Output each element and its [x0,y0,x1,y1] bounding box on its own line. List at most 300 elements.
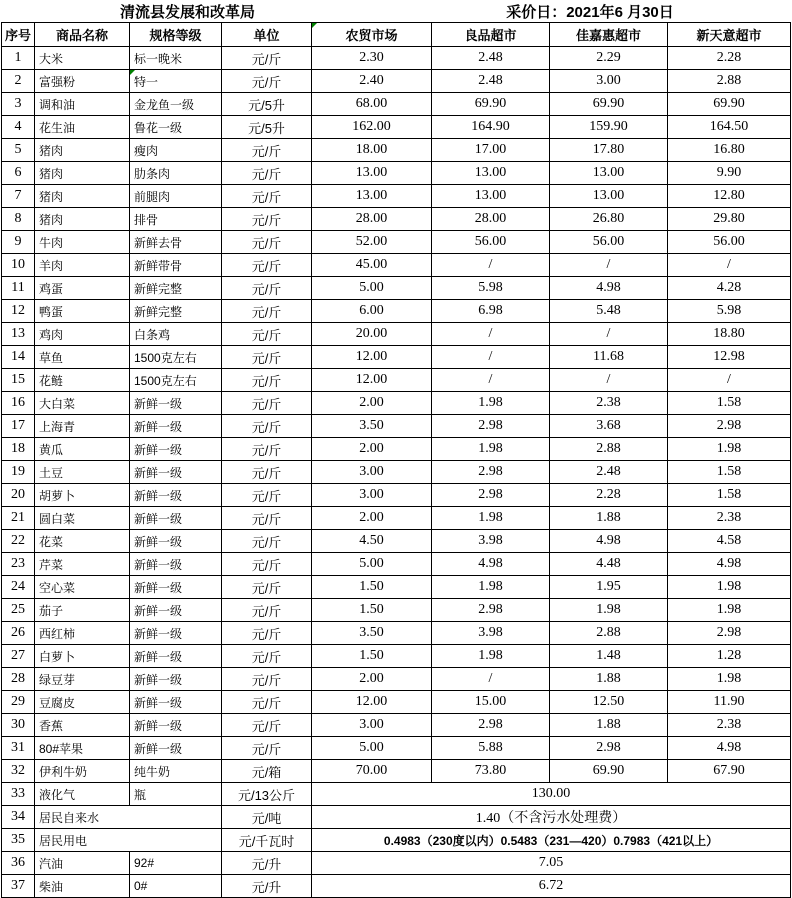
table-row [2,760,791,783]
product-name-cell: 牛肉 [35,231,130,254]
price-cell: 2.38 [550,392,668,415]
unit-cell: 元/斤 [222,254,312,277]
spec-cell: 新鲜一级 [130,576,222,599]
price-cell: 4.50 [312,530,432,553]
price-cell: 2.98 [668,622,791,645]
row-number-cell: 12 [2,300,35,323]
product-name-cell: 芹菜 [35,553,130,576]
price-cell: 1.98 [668,438,791,461]
spec-cell: 新鲜一级 [130,530,222,553]
spec-cell: 排骨 [130,208,222,231]
product-name-cell: 茄子 [35,599,130,622]
unit-cell: 元/千瓦时 [222,829,312,852]
price-cell: 4.98 [550,277,668,300]
price-cell: 2.98 [550,737,668,760]
column-header-label: 单位 [253,28,280,43]
unit-cell: 元/斤 [222,323,312,346]
column-header-label: 序号 [4,28,31,43]
spec-cell: 1500克左右 [130,346,222,369]
price-cell: 164.90 [432,116,550,139]
price-cell: 2.98 [432,599,550,622]
product-name-cell: 猪肉 [35,162,130,185]
price-cell: 68.00 [312,93,432,116]
price-cell: 5.48 [550,300,668,323]
price-cell: 1.98 [432,438,550,461]
price-cell: / [432,668,550,691]
price-cell: 4.48 [550,553,668,576]
unit-cell: 元/斤 [222,668,312,691]
row-number-cell: 6 [2,162,35,185]
price-cell: 1.50 [312,599,432,622]
row-number-cell: 36 [2,852,35,875]
table-row [2,346,791,369]
column-header-7 [668,23,791,47]
row-number-cell: 30 [2,714,35,737]
product-name-cell: 猪肉 [35,185,130,208]
price-cell: 45.00 [312,254,432,277]
price-cell: / [668,369,791,392]
spec-cell: 新鲜带骨 [130,254,222,277]
unit-cell: 元/斤 [222,415,312,438]
price-cell: 1.98 [668,576,791,599]
comment-marker-icon [130,70,135,75]
table-row [2,875,791,898]
table-row [2,806,791,829]
spec-cell: 前腿肉 [130,185,222,208]
spec-cell: 92# [130,852,222,875]
price-cell: / [432,369,550,392]
unit-cell: 元/吨 [222,806,312,829]
product-name-cell: 富强粉 [35,70,130,93]
table-row [2,668,791,691]
product-name-cell: 液化气 [35,783,130,806]
product-name-cell: 草鱼 [35,346,130,369]
price-cell: 15.00 [432,691,550,714]
product-name-cell: 豆腐皮 [35,691,130,714]
price-cell: 1.50 [312,645,432,668]
product-name-cell: 居民用电 [35,829,222,852]
price-cell: 2.98 [432,415,550,438]
table-row [2,254,791,277]
price-cell: 28.00 [312,208,432,231]
price-cell: 12.00 [312,369,432,392]
price-cell: 16.80 [668,139,791,162]
table-row [2,369,791,392]
price-cell: / [432,254,550,277]
column-header-label: 佳嘉惠超市 [575,28,641,43]
row-number-cell: 22 [2,530,35,553]
column-header-1 [35,23,130,47]
table-row [2,576,791,599]
price-cell: 13.00 [312,162,432,185]
price-cell: 69.90 [668,93,791,116]
column-header-3 [222,23,312,47]
spec-cell: 新鲜一级 [130,622,222,645]
price-cell: 2.48 [432,70,550,93]
column-header-label: 规格等级 [149,28,202,43]
row-number-cell: 18 [2,438,35,461]
unit-cell: 元/斤 [222,369,312,392]
product-name-cell: 汽油 [35,852,130,875]
table-row [2,507,791,530]
product-name-cell: 猪肉 [35,208,130,231]
table-row [2,829,791,852]
product-name-cell: 上海青 [35,415,130,438]
table-row [2,300,791,323]
unit-cell: 元/斤 [222,507,312,530]
price-cell: 13.00 [312,185,432,208]
row-number-cell: 25 [2,599,35,622]
unit-cell: 元/斤 [222,346,312,369]
spec-cell: 白条鸡 [130,323,222,346]
row-number-cell: 13 [2,323,35,346]
price-cell: 5.98 [432,277,550,300]
unit-cell: 元/斤 [222,162,312,185]
table-row [2,70,791,93]
price-cell: 5.00 [312,277,432,300]
price-cell: 2.88 [668,70,791,93]
table-row [2,139,791,162]
table-row [2,438,791,461]
price-cell: 3.00 [312,484,432,507]
product-name-cell: 伊利牛奶 [35,760,130,783]
row-number-cell: 5 [2,139,35,162]
column-header-0 [2,23,35,47]
price-cell: 3.98 [432,622,550,645]
row-number-cell: 14 [2,346,35,369]
table-row [2,93,791,116]
price-cell: 12.00 [312,346,432,369]
price-cell: 3.50 [312,622,432,645]
unit-cell: 元/斤 [222,392,312,415]
row-number-cell: 34 [2,806,35,829]
product-name-cell: 花菜 [35,530,130,553]
price-cell: 3.00 [312,461,432,484]
product-name-cell: 居民自来水 [35,806,222,829]
price-cell: 4.98 [432,553,550,576]
row-number-cell: 8 [2,208,35,231]
unit-cell: 元/5升 [222,93,312,116]
price-cell: 6.00 [312,300,432,323]
unit-cell: 元/5升 [222,116,312,139]
table-row [2,737,791,760]
price-cell: 12.80 [668,185,791,208]
price-cell: / [550,323,668,346]
product-name-cell: 鸡肉 [35,323,130,346]
column-header-label: 良品超市 [464,28,517,43]
product-name-cell: 圆白菜 [35,507,130,530]
unit-cell: 元/斤 [222,139,312,162]
unit-cell: 元/斤 [222,208,312,231]
product-name-cell: 猪肉 [35,139,130,162]
unit-cell: 元/斤 [222,691,312,714]
unit-cell: 元/斤 [222,576,312,599]
unit-cell: 元/斤 [222,70,312,93]
price-cell: / [550,369,668,392]
table-row [2,116,791,139]
price-cell: 17.00 [432,139,550,162]
price-cell: 5.00 [312,553,432,576]
column-header-5 [432,23,550,47]
row-number-cell: 33 [2,783,35,806]
price-cell: 3.98 [432,530,550,553]
product-name-cell: 大米 [35,47,130,70]
spec-cell: 新鲜完整 [130,277,222,300]
price-cell: 1.88 [550,668,668,691]
price-cell: 1.98 [432,392,550,415]
price-cell: 1.98 [432,576,550,599]
unit-cell: 元/斤 [222,599,312,622]
product-name-cell: 柴油 [35,875,130,898]
price-cell: 5.88 [432,737,550,760]
unit-cell: 元/斤 [222,438,312,461]
spec-cell: 新鲜一级 [130,392,222,415]
table-row [2,323,791,346]
spec-cell: 新鲜一级 [130,507,222,530]
unit-cell: 元/斤 [222,300,312,323]
column-header-label: 新天意超市 [696,28,762,43]
price-cell: 3.00 [312,714,432,737]
spec-cell: 新鲜一级 [130,714,222,737]
row-number-cell: 11 [2,277,35,300]
price-cell: 1.98 [550,599,668,622]
price-cell: / [432,323,550,346]
price-cell: 2.30 [312,47,432,70]
unit-cell: 元/13公斤 [222,783,312,806]
table-row [2,185,791,208]
row-number-cell: 26 [2,622,35,645]
row-number-cell: 15 [2,369,35,392]
row-number-cell: 19 [2,461,35,484]
price-cell: 3.00 [550,70,668,93]
price-cell: 11.90 [668,691,791,714]
header-row [2,23,791,47]
price-cell: 2.98 [432,714,550,737]
column-header-4 [312,23,432,47]
product-name-cell: 花鲢 [35,369,130,392]
spec-cell: 新鲜一级 [130,691,222,714]
row-number-cell: 10 [2,254,35,277]
spec-cell: 新鲜一级 [130,484,222,507]
price-cell: 11.68 [550,346,668,369]
merged-price-cell: 7.05 [312,852,791,875]
table-row [2,461,791,484]
price-cell: 2.40 [312,70,432,93]
price-cell: 3.50 [312,415,432,438]
price-cell: 2.48 [432,47,550,70]
price-cell: 2.88 [550,438,668,461]
row-number-cell: 28 [2,668,35,691]
row-number-cell: 2 [2,70,35,93]
spec-cell: 0# [130,875,222,898]
price-cell: 1.98 [668,668,791,691]
table-row [2,277,791,300]
unit-cell: 元/斤 [222,231,312,254]
price-cell: 1.48 [550,645,668,668]
spec-cell: 新鲜一级 [130,461,222,484]
merged-price-cell: 0.4983（230度以内）0.5483（231—420）0.7983（421以上） [312,829,791,852]
table-row [2,47,791,70]
price-cell: 2.00 [312,507,432,530]
column-header-2 [130,23,222,47]
spec-cell: 鲁花一级 [130,116,222,139]
sheet-header [0,0,792,22]
unit-cell: 元/斤 [222,47,312,70]
price-cell: 56.00 [668,231,791,254]
row-number-cell: 16 [2,392,35,415]
price-cell: 56.00 [550,231,668,254]
price-cell: 2.98 [432,484,550,507]
product-name-cell: 大白菜 [35,392,130,415]
spec-cell: 新鲜一级 [130,415,222,438]
price-cell: 5.98 [668,300,791,323]
price-cell: 2.38 [668,507,791,530]
row-number-cell: 17 [2,415,35,438]
table-row [2,691,791,714]
table-row [2,645,791,668]
price-cell: 12.50 [550,691,668,714]
spec-cell: 新鲜完整 [130,300,222,323]
price-cell: 26.80 [550,208,668,231]
spec-cell: 肋条肉 [130,162,222,185]
product-name-cell: 白萝卜 [35,645,130,668]
spec-cell: 新鲜一级 [130,668,222,691]
table-row [2,530,791,553]
table-row [2,231,791,254]
spec-cell: 标一晚米 [130,47,222,70]
price-cell: 1.98 [668,599,791,622]
price-cell: 18.80 [668,323,791,346]
row-number-cell: 21 [2,507,35,530]
row-number-cell: 31 [2,737,35,760]
unit-cell: 元/斤 [222,737,312,760]
price-cell: 2.00 [312,668,432,691]
spec-cell: 新鲜一级 [130,553,222,576]
price-cell: 20.00 [312,323,432,346]
row-number-cell: 9 [2,231,35,254]
price-cell: 18.00 [312,139,432,162]
price-cell: 29.80 [668,208,791,231]
merged-price-cell: 6.72 [312,875,791,898]
price-cell: 159.90 [550,116,668,139]
unit-cell: 元/斤 [222,553,312,576]
price-cell: 4.98 [550,530,668,553]
price-cell: 4.28 [668,277,791,300]
table-row [2,415,791,438]
column-header-label: 农贸市场 [345,28,398,43]
unit-cell: 元/升 [222,852,312,875]
price-cell: 56.00 [432,231,550,254]
product-name-cell: 黄瓜 [35,438,130,461]
price-cell: 13.00 [432,162,550,185]
unit-cell: 元/斤 [222,622,312,645]
price-cell: 13.00 [432,185,550,208]
row-number-cell: 3 [2,93,35,116]
price-cell: 1.58 [668,392,791,415]
price-cell: 1.28 [668,645,791,668]
table-row [2,622,791,645]
price-cell: 1.95 [550,576,668,599]
row-number-cell: 35 [2,829,35,852]
spec-cell: 新鲜一级 [130,599,222,622]
price-cell: 5.00 [312,737,432,760]
column-header-6 [550,23,668,47]
merged-price-cell: 130.00 [312,783,791,806]
price-cell: 52.00 [312,231,432,254]
product-name-cell: 花生油 [35,116,130,139]
price-cell: / [550,254,668,277]
row-number-cell: 7 [2,185,35,208]
unit-cell: 元/升 [222,875,312,898]
unit-cell: 元/箱 [222,760,312,783]
price-cell: 2.29 [550,47,668,70]
price-table [1,22,791,898]
price-cell: 2.88 [550,622,668,645]
product-name-cell: 80#苹果 [35,737,130,760]
price-cell: 9.90 [668,162,791,185]
price-cell: 69.90 [432,93,550,116]
row-number-cell: 1 [2,47,35,70]
price-cell: / [668,254,791,277]
price-cell: 73.80 [432,760,550,783]
table-row [2,208,791,231]
unit-cell: 元/斤 [222,645,312,668]
spec-cell: 新鲜一级 [130,438,222,461]
price-cell: 2.98 [668,415,791,438]
price-cell: 67.90 [668,760,791,783]
spec-cell: 金龙鱼一级 [130,93,222,116]
product-name-cell: 土豆 [35,461,130,484]
table-row [2,852,791,875]
unit-cell: 元/斤 [222,530,312,553]
table-row [2,714,791,737]
survey-date: 采价日：2021年6 月30日 [506,4,674,21]
price-cell: 28.00 [432,208,550,231]
unit-cell: 元/斤 [222,714,312,737]
price-cell: 12.00 [312,691,432,714]
price-cell: 2.38 [668,714,791,737]
product-name-cell: 羊肉 [35,254,130,277]
spec-cell: 瘦肉 [130,139,222,162]
price-cell: 2.28 [550,484,668,507]
price-cell: 3.68 [550,415,668,438]
merged-price-cell: 1.40（不含污水处理费） [312,806,791,829]
spec-cell: 1500克左右 [130,369,222,392]
product-name-cell: 胡萝卜 [35,484,130,507]
product-name-cell: 西红柿 [35,622,130,645]
price-cell: 2.00 [312,392,432,415]
spec-cell: 新鲜一级 [130,645,222,668]
unit-cell: 元/斤 [222,484,312,507]
agency-title: 清流县发展和改革局 [119,4,255,21]
price-cell: 69.90 [550,93,668,116]
row-number-cell: 37 [2,875,35,898]
product-name-cell: 调和油 [35,93,130,116]
unit-cell: 元/斤 [222,185,312,208]
spec-cell: 特一 [130,70,222,93]
price-cell: 4.98 [668,553,791,576]
price-cell: 1.50 [312,576,432,599]
table-row [2,392,791,415]
price-cell: 164.50 [668,116,791,139]
table-row [2,162,791,185]
price-cell: 6.98 [432,300,550,323]
price-cell: 12.98 [668,346,791,369]
column-header-label: 商品名称 [55,28,108,43]
product-name-cell: 鸭蛋 [35,300,130,323]
unit-cell: 元/斤 [222,461,312,484]
table-row [2,553,791,576]
